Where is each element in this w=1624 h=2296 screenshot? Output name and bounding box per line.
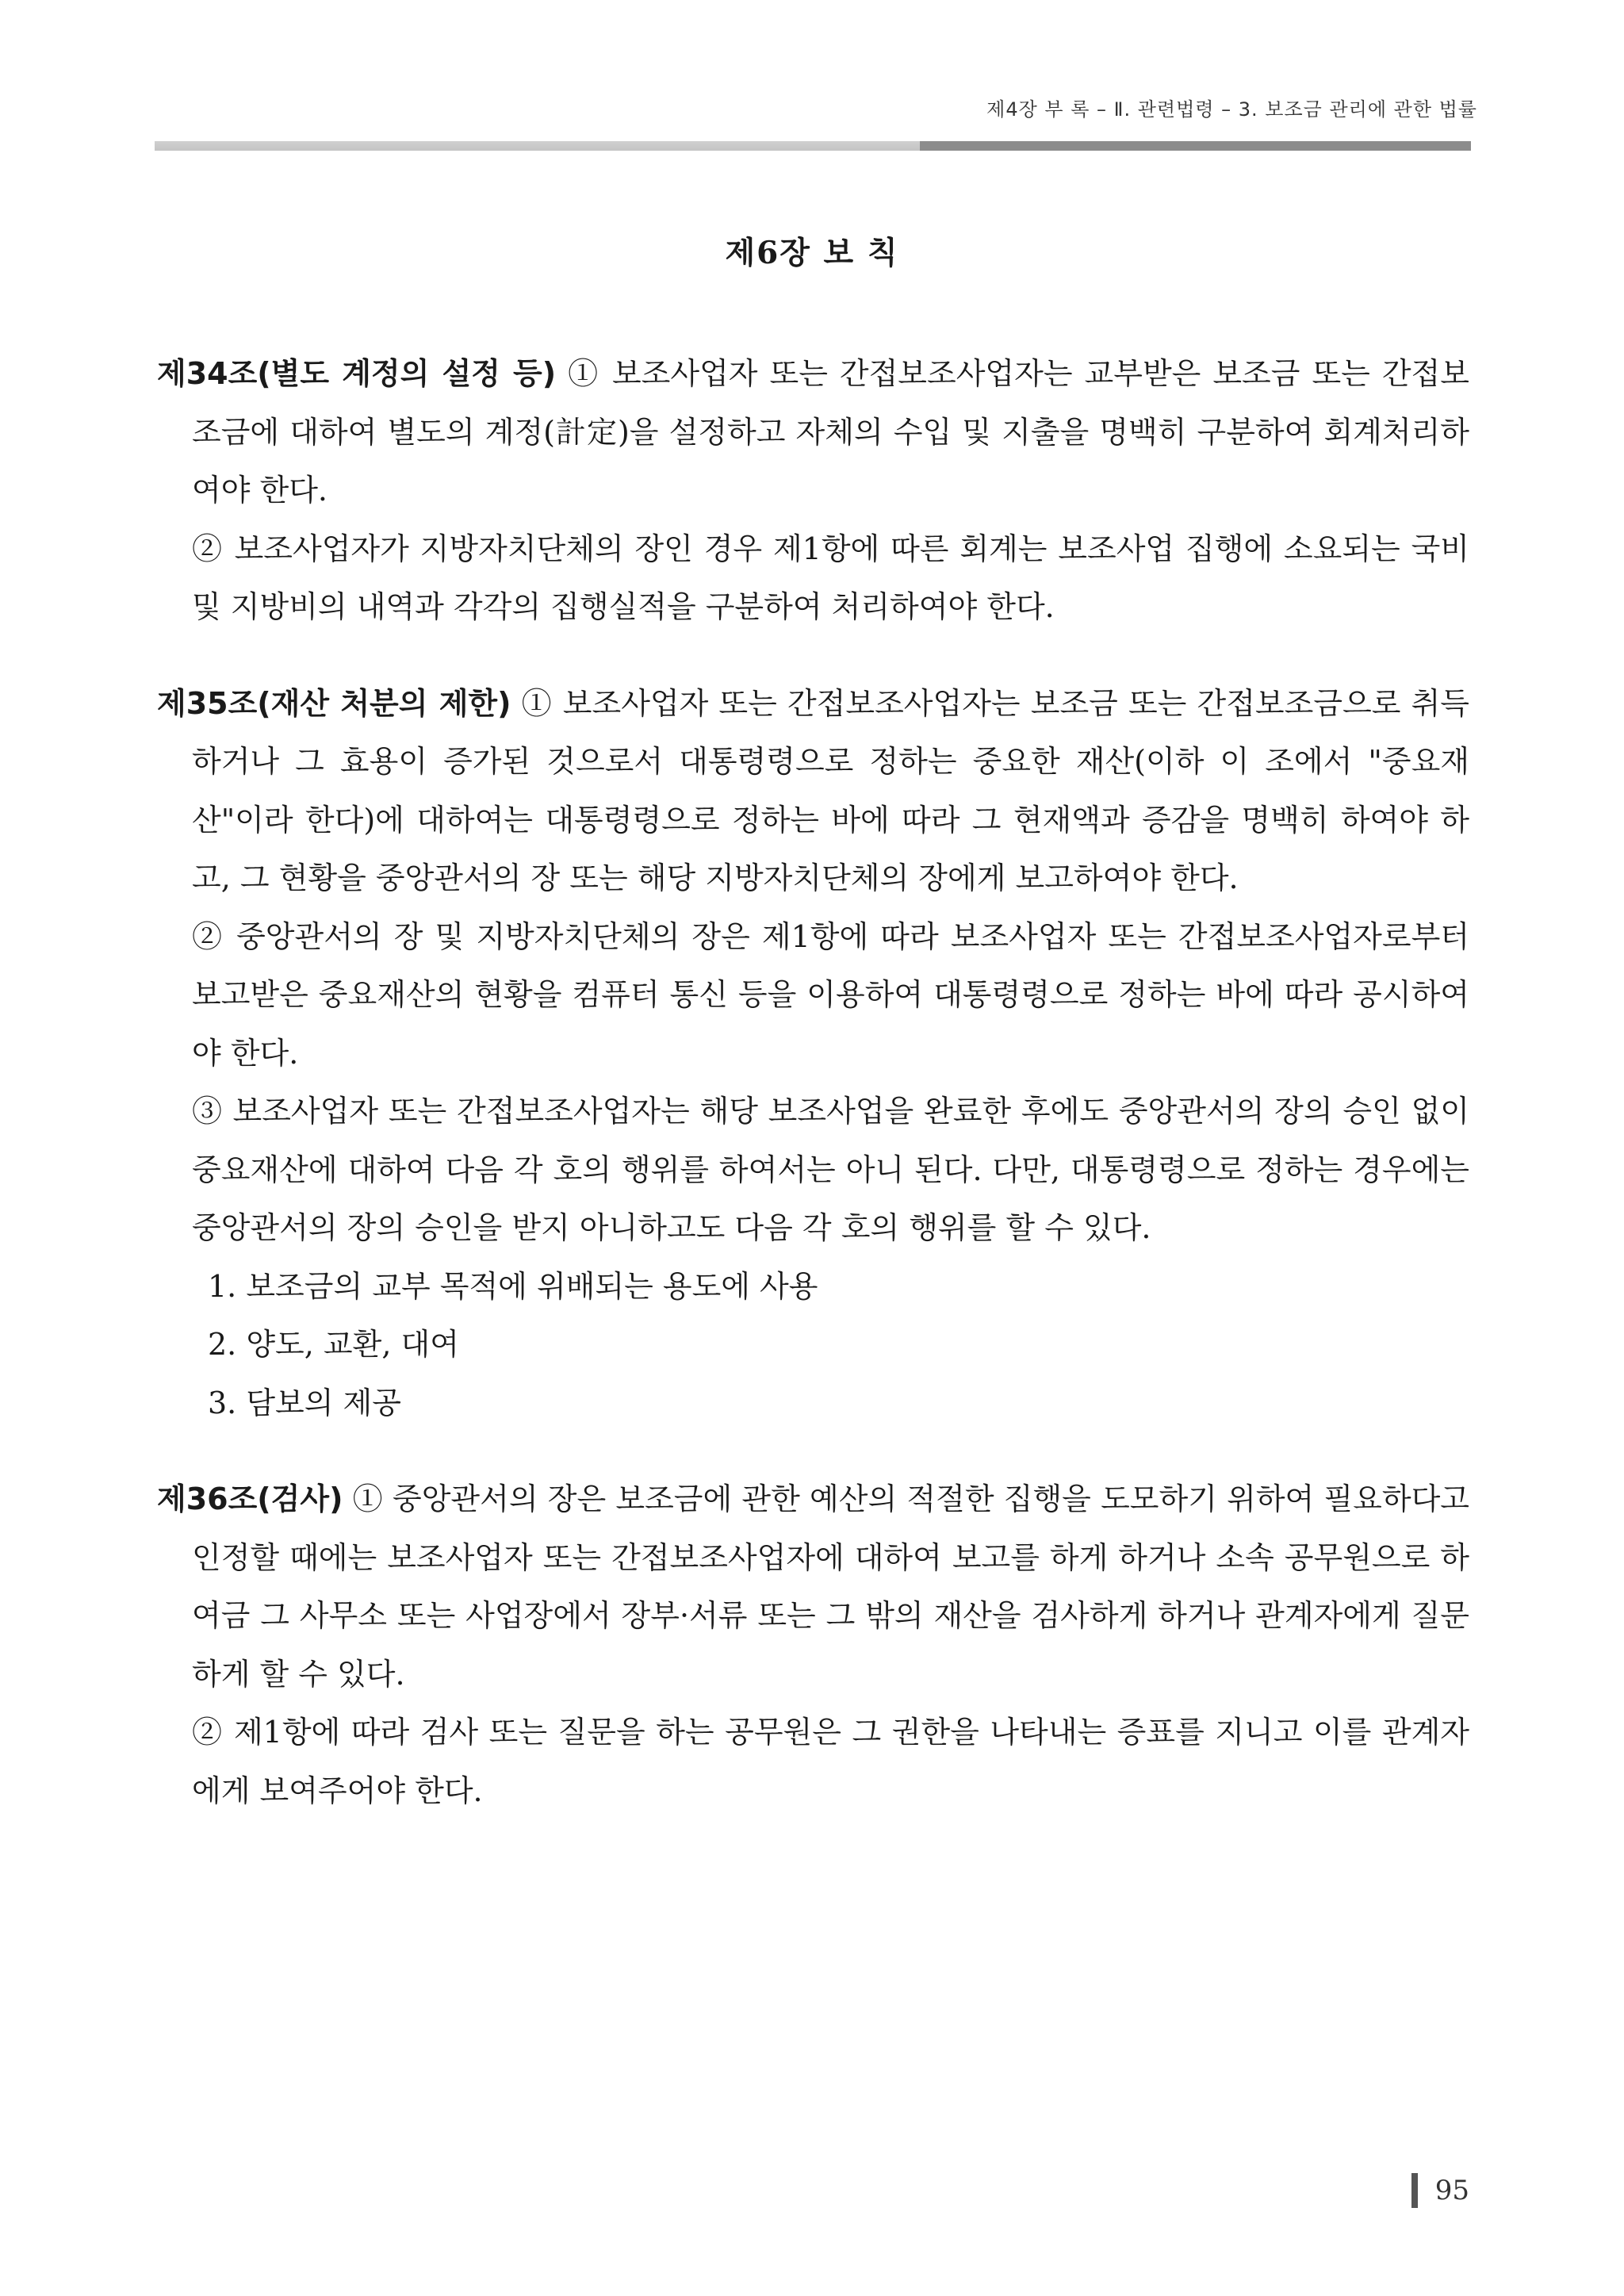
article-36 bbox=[157, 1470, 1469, 1820]
article-paragraph: ② 중앙관서의 장 및 지방자치단체의 장은 제1항에 따라 보조사업자 또는 간접보조사업자로부터 보고받은 중요재산의 현황을 컴퓨터 통신 등을 이용하여 대통령령으로 정하는 바에 따라 공시하여야 한다. bbox=[192, 918, 1469, 1071]
list-item: 3. 담보의 제공 bbox=[208, 1385, 401, 1420]
article-paragraph: ② 제1항에 따라 검사 또는 질문을 하는 공무원은 그 권한을 나타내는 증표를 지니고 이를 관계자에게 보여주어야 한다. bbox=[192, 1715, 1469, 1808]
page-number: 95 bbox=[1434, 2175, 1469, 2206]
article-34 bbox=[157, 345, 1469, 637]
article-title: 제34조(별도 계정의 설정 등) bbox=[157, 356, 557, 391]
article-first-paragraph bbox=[157, 1470, 1469, 1704]
article-paragraph-text: ① 중앙관서의 장은 보조금에 관한 예산의 적절한 집행을 도모하기 위하여 필요하다고 인정할 때에는 보조사업자 또는 간접보조사업자에 대하여 보고를 하게 하거나 소속 공무원으로 하여금 그 사무소 또는 사업장에서 장부·서류 또는 그 밖의 재산을 검사하게 하거나 관계자에게 질문하게 할 수 있다. bbox=[192, 1481, 1469, 1692]
page-number-bar bbox=[1411, 2173, 1418, 2208]
article-paragraph: ② 보조사업자가 지방자치단체의 장인 경우 제1항에 따른 회계는 보조사업 집행에 소요되는 국비 및 지방비의 내역과 각각의 집행실적을 구분하여 처리하여야 한다. bbox=[192, 531, 1469, 624]
document-body bbox=[157, 345, 1469, 1820]
list-item: 1. 보조금의 교부 목적에 위배되는 용도에 사용 bbox=[208, 1268, 818, 1304]
running-header: 제4장 부 록 – Ⅱ. 관련법령 – 3. 보조금 관리에 관한 법률 bbox=[986, 98, 1477, 121]
article-paragraph-text: ① 보조사업자 또는 간접보조사업자는 교부받은 보조금 또는 간접보조금에 대하여 별도의 계정(計定)을 설정하고 자체의 수입 및 지출을 명백히 구분하여 회계처리하여야 한다. bbox=[192, 356, 1469, 508]
chapter-title: 제6장 보 칙 bbox=[725, 235, 899, 271]
article-first-paragraph bbox=[157, 675, 1469, 908]
article-paragraph: ③ 보조사업자 또는 간접보조사업자는 해당 보조사업을 완료한 후에도 중앙관서의 장의 승인 없이 중요재산에 대하여 다음 각 호의 행위를 하여서는 아니 된다. 다만, 대통령령으로 정하는 경우에는 중앙관서의 장의 승인을 받지 아니하고도 다음 각 호의 행위를 할 수 있다. bbox=[192, 1094, 1469, 1245]
list-item: 2. 양도, 교환, 대여 bbox=[208, 1327, 459, 1362]
article-paragraph-text: ① 보조사업자 또는 간접보조사업자는 보조금 또는 간접보조금으로 취득하거나 그 효용이 증가된 것으로서 대통령령으로 정하는 중요한 재산(이하 이 조에서 "중요재산"이라 한다)에 대하여는 대통령령으로 정하는 바에 따라 그 현재액과 증감을 명백히 하여야 하고, 그 현황을 중앙관서의 장 또는 해당 지방자치단체의 장에게 보고하여야 한다. bbox=[192, 685, 1469, 895]
header-rule-accent bbox=[920, 141, 1471, 151]
article-title: 제35조(재산 처분의 제한) bbox=[157, 685, 511, 721]
article-35 bbox=[157, 675, 1469, 1433]
page-footer bbox=[1411, 2173, 1469, 2208]
article-title: 제36조(검사) bbox=[157, 1481, 343, 1516]
article-first-paragraph bbox=[157, 345, 1469, 520]
